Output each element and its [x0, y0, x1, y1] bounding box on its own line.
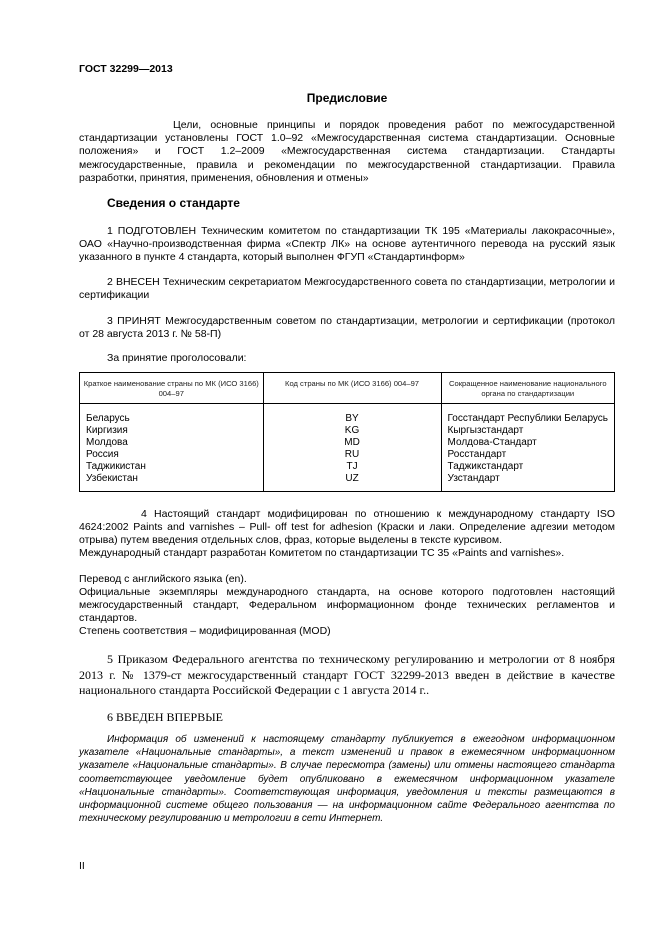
- table-cell-body: Росстандарт: [447, 449, 507, 460]
- item-4-developed: Международный стандарт разработан Комитетом по стандартизации TC 35 «Paints and varnishes».: [79, 547, 565, 559]
- info-title: Сведения о стандарте: [107, 196, 240, 210]
- table-cell-country: Россия: [86, 449, 119, 460]
- preface-title: Предисловие: [306, 91, 388, 105]
- table-cell-country: Узбекистан: [86, 473, 138, 484]
- table-cell-body: Узстандарт: [447, 473, 500, 484]
- item-5: 5 Приказом Федерального агентства по техническому регулированию и метрологии от 8 ноября 2013 г. № 1379-ст межгосударственный стандарт ГОСТ 32299-2013 введен в действие в качестве национального стандарта Российской Федерации с 1 августа 2014 г..: [79, 652, 615, 697]
- voting-table: [79, 372, 615, 492]
- table-cell-body: Молдова-Стандарт: [447, 437, 537, 448]
- table-cell-code: UZ: [345, 473, 359, 484]
- table-header-code: Код страны по МК (ИСО 3166) 004–97: [263, 373, 441, 404]
- code-column: [263, 404, 441, 492]
- info-item-1: 1 ПОДГОТОВЛЕН Техническим комитетом по стандартизации ТК 195 «Материалы лакокрасочные», ОАО «Научно-производственная фирма «Спектр ЛК» на основе аутентичного перевода на русский язык указанного в пункте 4 стандарта, который выполнен ФГУП «Стандартинформ»: [79, 225, 615, 264]
- info-item-3: 3 ПРИНЯТ Межгосударственным советом по стандартизации, метрологии и сертификации (протокол от 28 августа 2013 г. № 58-П): [79, 315, 615, 341]
- document-header-id: ГОСТ 32299—2013: [79, 63, 173, 75]
- table-cell-code: KG: [344, 425, 360, 436]
- country-column: [80, 404, 264, 492]
- table-cell-code: RU: [344, 449, 360, 460]
- table-cell-body: Кыргызстандарт: [447, 425, 524, 436]
- body-column: [441, 404, 614, 492]
- voted-label: За принятие проголосовали:: [107, 352, 247, 364]
- table-cell-country: Беларусь: [86, 413, 130, 424]
- preface-text: Цели, основные принципы и порядок проведения работ по межгосударственной стандартизации установлены ГОСТ 1.0–92 «Межгосударственная система стандартизации. Основные положения» и ГОСТ 1.2–2009 «Межгосударственная система стандартизации. Стандарты межгосударственные, правила и рекомендации по межгосударственной стандартизации. Правила разработки, принятия, применения, обновления и отмены»: [79, 119, 615, 184]
- table-cell-body: Госстандарт Республики Беларусь: [447, 413, 608, 424]
- table-cell-code: TJ: [346, 461, 358, 472]
- table-cell-code: MD: [344, 437, 360, 448]
- table-cell-country: Таджикистан: [86, 461, 146, 472]
- item-4-main: 4 Настоящий стандарт модифицирован по отношению к международному стандарту ISO 4624:2002 Paints and varnishes – Pull- off test for adhesion (Краски и лаки. Определение адгезии методом отрыва) путем введения отдельных слов, фраз, которые выделены в тексте курсивом.: [79, 508, 615, 547]
- item-4-copies: Официальные экземпляры международного стандарта, на основе которого подготовлен настоящий межгосударственный стандарт, Федеральном информационном фонде технических регламентов и стандартов.: [79, 586, 615, 625]
- table-cell-country: Киргизия: [86, 425, 128, 436]
- item-6-notice: Информация об изменений к настоящему стандарту публикуется в ежегодном информационном указателе «Национальные стандарты», а текст изменений и правок в ежемесячном информационном указателе «Национальные стандарты». В случае пересмотра (замены) или отмены настоящего стандарта соответствующее уведомление будет опубликовано в ежемесячном информационном указателе «Национальные стандарты». Соответствующая информация, уведомления и тексты размещаются в информационной системе общего пользования — на информационном сайте Федерального агентства по техническому регулированию и метрологии в сети Интернет.: [79, 734, 615, 825]
- info-item-2: 2 ВНЕСЕН Техническим секретариатом Межгосударственного совета по стандартизации, метрологии и сертификации: [79, 276, 615, 302]
- table-header-body: Сокращенное наименование национального органа по стандартизации: [441, 373, 614, 404]
- item-4-translation: Перевод с английского языка (en).: [79, 573, 247, 585]
- table-header-country: Краткое наименование страны по МК (ИСО 3166) 004–97: [80, 373, 264, 404]
- table-cell-country: Молдова: [86, 437, 128, 448]
- table-body-row: [80, 404, 615, 492]
- item-6-title: 6 ВВЕДЕН ВПЕРВЫЕ: [107, 710, 223, 724]
- item-4-degree: Степень соответствия – модифицированная (MOD): [79, 625, 331, 637]
- table-cell-code: BY: [345, 413, 359, 424]
- page-number: II: [79, 860, 85, 872]
- table-cell-body: Таджикстандарт: [447, 461, 524, 472]
- table-header-row: [80, 373, 615, 404]
